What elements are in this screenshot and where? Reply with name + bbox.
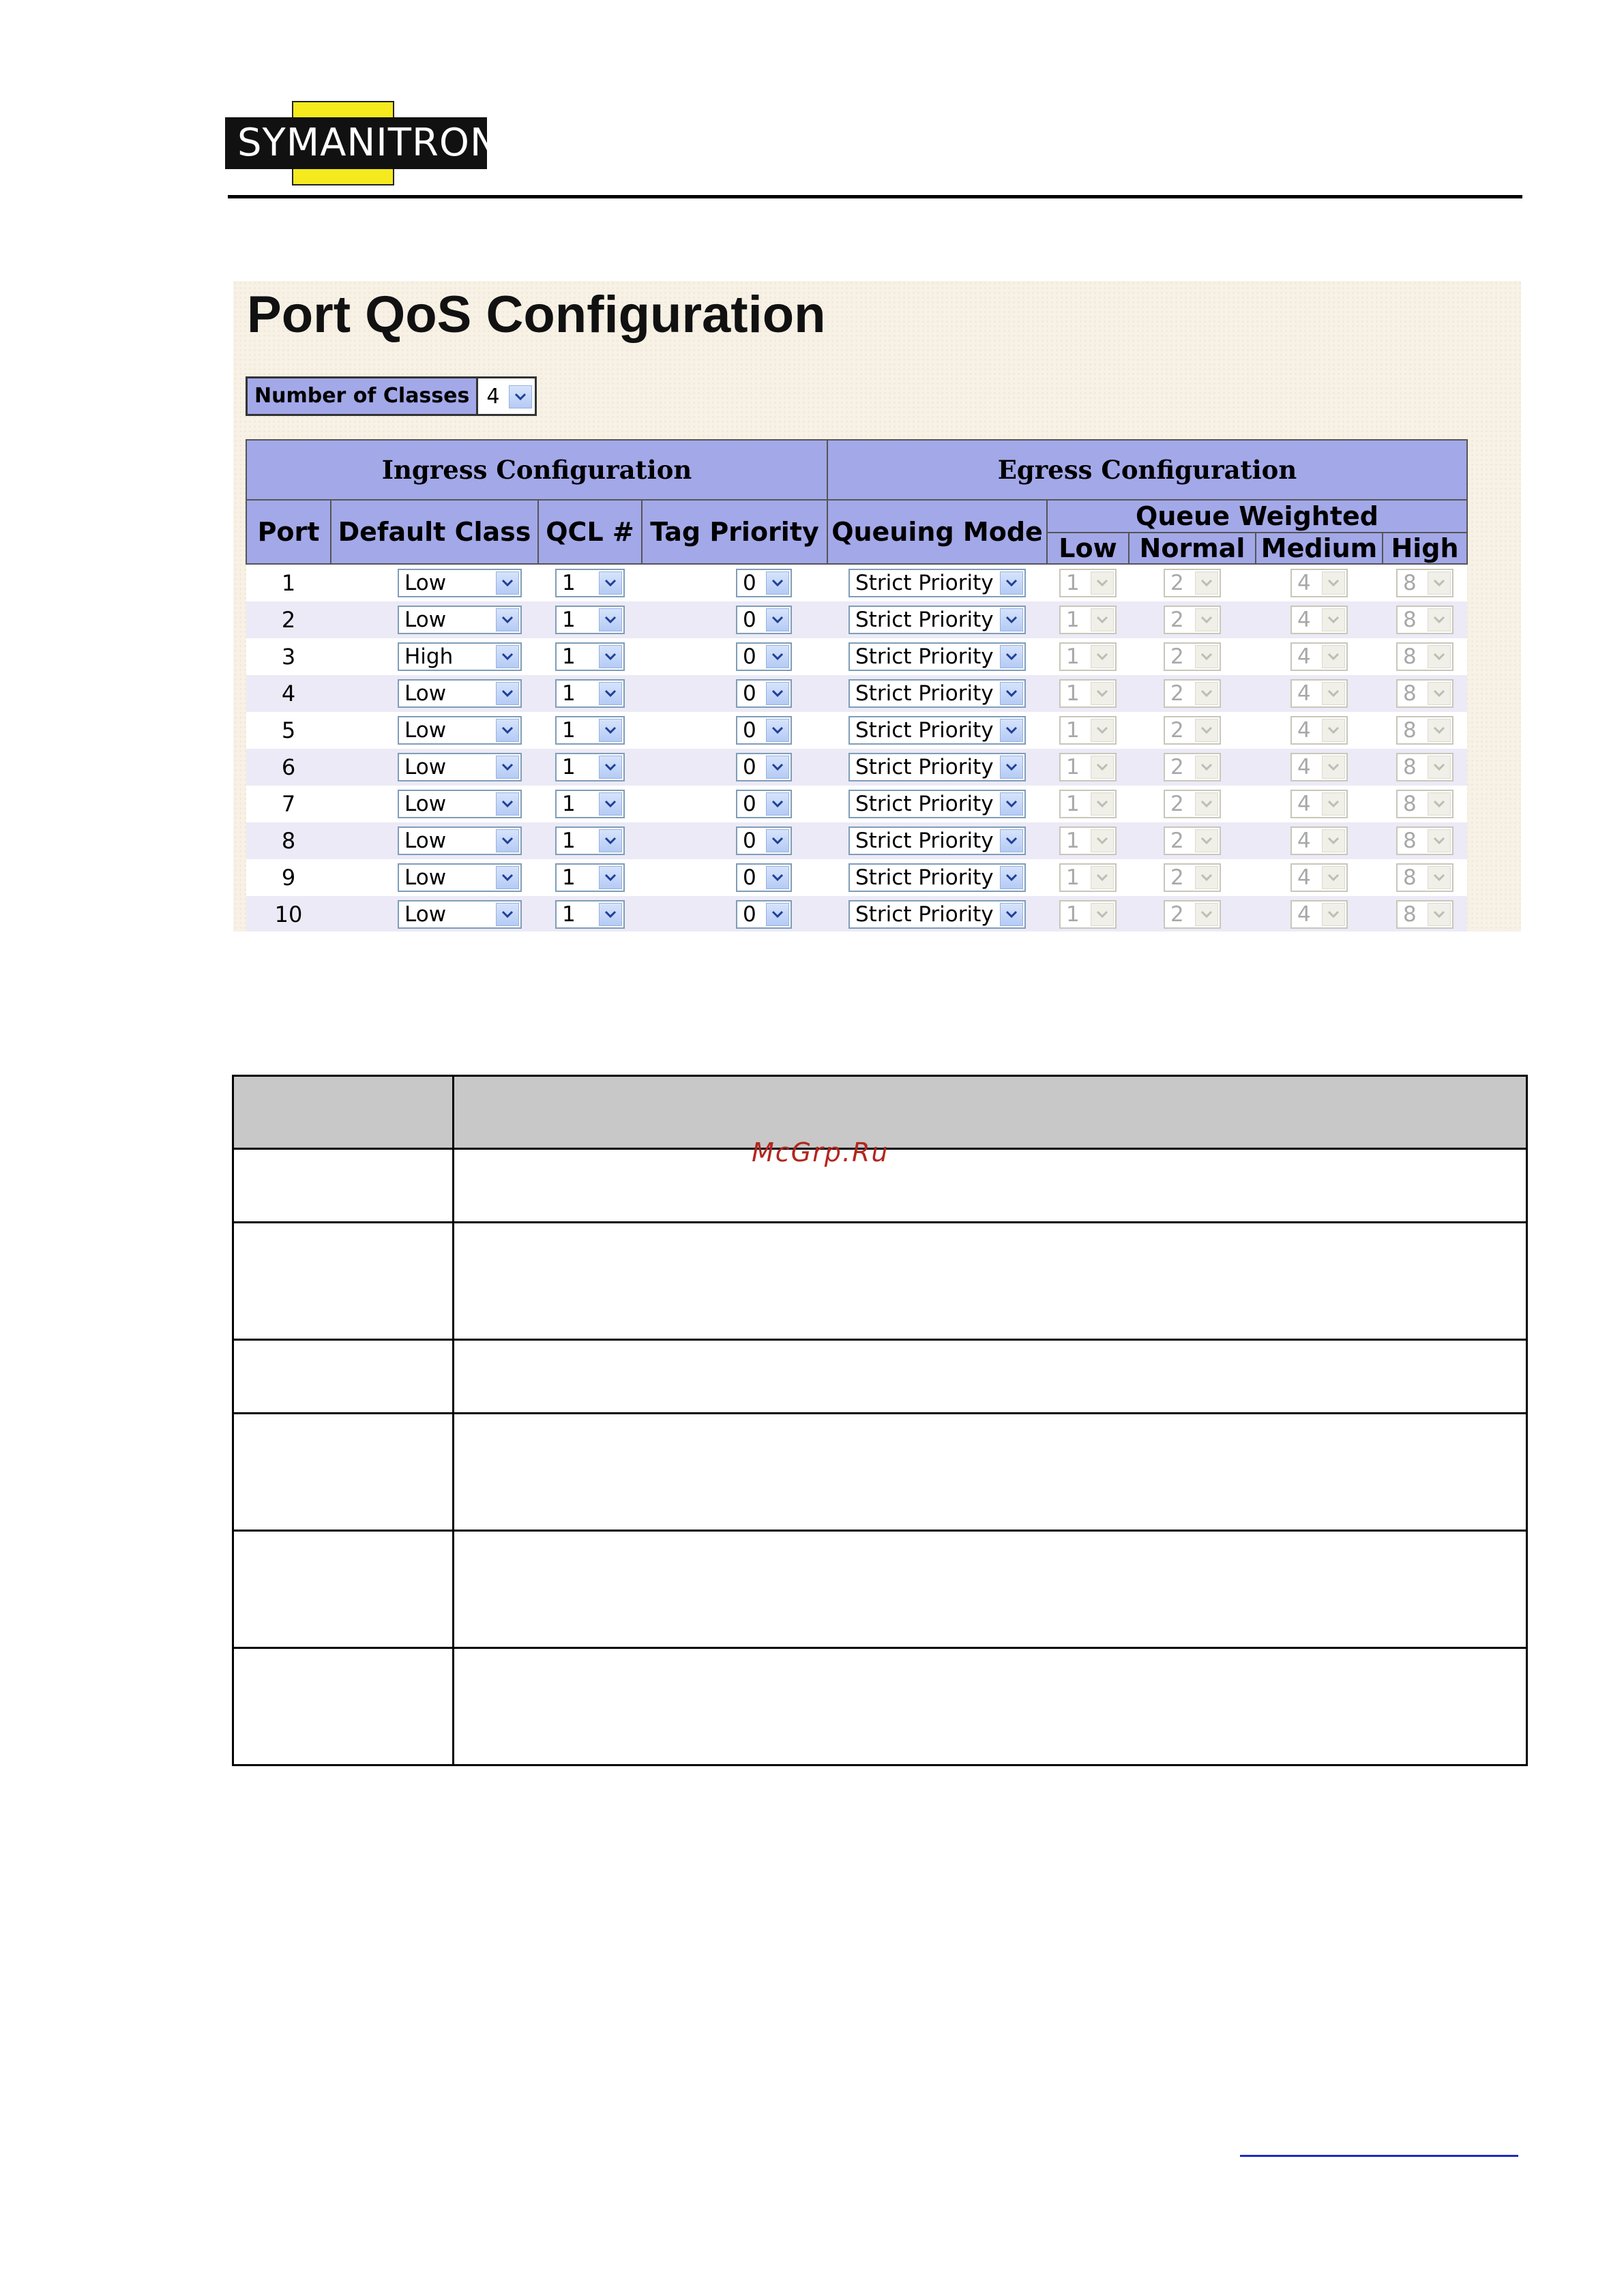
chevron-down-icon xyxy=(1322,719,1345,742)
weight-high-select: 8 xyxy=(1396,716,1453,745)
port-number: 7 xyxy=(246,786,331,822)
chevron-down-icon xyxy=(496,608,519,631)
chevron-down-icon xyxy=(1195,829,1218,852)
chevron-down-icon xyxy=(766,571,789,595)
queuing-mode-select[interactable]: Strict Priority xyxy=(848,863,1026,892)
queuing-mode-select[interactable]: Strict Priority xyxy=(848,606,1026,634)
number-of-classes-select[interactable] xyxy=(476,378,535,414)
chevron-down-icon xyxy=(1322,756,1345,779)
weight-medium-select: 4 xyxy=(1290,790,1348,818)
chevron-down-icon xyxy=(496,829,519,852)
chevron-down-icon xyxy=(766,719,789,742)
chevron-down-icon xyxy=(766,829,789,852)
weight-high-select: 8 xyxy=(1396,863,1453,892)
weight-high-select: 8 xyxy=(1396,900,1453,929)
queuing-mode-select[interactable]: Strict Priority xyxy=(848,826,1026,855)
weight-high-select: 8 xyxy=(1396,606,1453,634)
chevron-down-icon xyxy=(1195,682,1218,705)
port-number: 10 xyxy=(246,896,331,931)
chevron-down-icon xyxy=(599,756,622,779)
chevron-down-icon xyxy=(599,682,622,705)
tag-priority-select[interactable]: 0 xyxy=(736,826,792,855)
chevron-down-icon xyxy=(1428,756,1451,779)
chevron-down-icon xyxy=(1428,903,1451,926)
weight-normal-select: 2 xyxy=(1164,790,1221,818)
chevron-down-icon xyxy=(1428,571,1451,595)
weight-normal-header: Normal xyxy=(1129,533,1256,564)
chevron-down-icon xyxy=(496,682,519,705)
logo-text: SYMANITRON xyxy=(237,121,499,165)
chevron-down-icon xyxy=(1428,645,1451,668)
weight-low-select: 1 xyxy=(1059,826,1117,855)
description-header-cell xyxy=(233,1076,454,1149)
chevron-down-icon xyxy=(1195,608,1218,631)
weight-medium-select: 4 xyxy=(1290,900,1348,929)
table-row xyxy=(246,896,1467,931)
chevron-down-icon xyxy=(1322,792,1345,816)
queue-weighted-header: Queue Weighted xyxy=(1047,500,1467,533)
table-row xyxy=(246,786,1467,822)
chevron-down-icon xyxy=(1322,829,1345,852)
chevron-down-icon xyxy=(1195,756,1218,779)
chevron-down-icon xyxy=(1000,866,1023,889)
number-of-classes-box xyxy=(246,376,537,416)
weight-high-select: 8 xyxy=(1396,826,1453,855)
tag-priority-select[interactable]: 0 xyxy=(736,679,792,708)
weight-normal-select: 2 xyxy=(1164,716,1221,745)
weight-low-select: 1 xyxy=(1059,716,1117,745)
default-class-select[interactable]: Low xyxy=(398,716,522,745)
chevron-down-icon xyxy=(1000,829,1023,852)
chevron-down-icon xyxy=(1000,792,1023,816)
chevron-down-icon xyxy=(1195,719,1218,742)
weight-normal-select: 2 xyxy=(1164,569,1221,597)
tag-priority-header: Tag Priority xyxy=(642,500,827,564)
tag-priority-select[interactable]: 0 xyxy=(736,642,792,671)
table-row xyxy=(246,712,1467,749)
qcl-header: QCL # xyxy=(538,500,642,564)
tag-priority-select[interactable]: 0 xyxy=(736,863,792,892)
tag-priority-select[interactable]: 0 xyxy=(736,790,792,818)
chevron-down-icon xyxy=(1428,608,1451,631)
chevron-down-icon xyxy=(1428,682,1451,705)
chevron-down-icon xyxy=(1091,756,1114,779)
chevron-down-icon xyxy=(1428,829,1451,852)
queuing-mode-header: Queuing Mode xyxy=(827,500,1047,564)
weight-low-select: 1 xyxy=(1059,790,1117,818)
default-class-select[interactable]: Low xyxy=(398,753,522,781)
weight-high-select: 8 xyxy=(1396,642,1453,671)
tag-priority-select[interactable]: 0 xyxy=(736,900,792,929)
chevron-down-icon xyxy=(496,866,519,889)
weight-low-select: 1 xyxy=(1059,642,1117,671)
weight-low-select: 1 xyxy=(1059,863,1117,892)
chevron-down-icon xyxy=(1000,571,1023,595)
weight-medium-select: 4 xyxy=(1290,716,1348,745)
default-class-select[interactable]: Low xyxy=(398,569,522,597)
port-number: 9 xyxy=(246,859,331,896)
port-number: 5 xyxy=(246,712,331,749)
chevron-down-icon xyxy=(1091,682,1114,705)
chevron-down-icon xyxy=(1428,719,1451,742)
chevron-down-icon xyxy=(1091,792,1114,816)
default-class-select[interactable]: Low xyxy=(398,863,522,892)
page-title: Port QoS Configuration xyxy=(247,286,826,344)
chevron-down-icon xyxy=(1195,866,1218,889)
table-row xyxy=(246,564,1467,601)
chevron-down-icon xyxy=(1091,608,1114,631)
number-of-classes-dropdown[interactable] xyxy=(509,383,533,411)
chevron-down-icon xyxy=(496,571,519,595)
port-qos-screenshot xyxy=(233,281,1521,931)
default-class-select[interactable]: High xyxy=(398,642,522,671)
table-row xyxy=(246,638,1467,675)
weight-normal-select: 2 xyxy=(1164,642,1221,671)
port-number: 3 xyxy=(246,638,331,675)
chevron-down-icon xyxy=(1000,682,1023,705)
queuing-mode-select[interactable]: Strict Priority xyxy=(848,790,1026,818)
chevron-down-icon xyxy=(1322,645,1345,668)
default-class-select[interactable]: Low xyxy=(398,900,522,929)
chevron-down-icon xyxy=(1091,829,1114,852)
weight-low-select: 1 xyxy=(1059,606,1117,634)
description-row xyxy=(233,1223,1527,1340)
default-class-select[interactable]: Low xyxy=(398,790,522,818)
queuing-mode-select[interactable]: Strict Priority xyxy=(848,753,1026,781)
description-row xyxy=(233,1414,1527,1531)
chevron-down-icon xyxy=(1000,719,1023,742)
weight-high-select: 8 xyxy=(1396,679,1453,708)
chevron-down-icon xyxy=(1000,645,1023,668)
queuing-mode-select[interactable]: Strict Priority xyxy=(848,642,1026,671)
chevron-down-icon xyxy=(1000,756,1023,779)
weight-medium-select: 4 xyxy=(1290,863,1348,892)
port-number: 6 xyxy=(246,749,331,786)
port-qos-table xyxy=(246,439,1468,931)
chevron-down-icon xyxy=(496,756,519,779)
port-number: 4 xyxy=(246,675,331,712)
weight-medium-header: Medium xyxy=(1256,533,1383,564)
chevron-down-icon xyxy=(1000,608,1023,631)
chevron-down-icon xyxy=(766,866,789,889)
chevron-down-icon xyxy=(496,792,519,816)
table-row xyxy=(246,749,1467,786)
port-number: 1 xyxy=(246,564,331,601)
weight-low-header: Low xyxy=(1047,533,1129,564)
chevron-down-icon xyxy=(599,719,622,742)
weight-high-select: 8 xyxy=(1396,753,1453,781)
weight-medium-select: 4 xyxy=(1290,753,1348,781)
qcl-select[interactable]: 1 xyxy=(555,826,625,855)
table-row xyxy=(246,859,1467,896)
port-number: 2 xyxy=(246,601,331,638)
port-qos-rows xyxy=(246,564,1467,931)
queuing-mode-select[interactable]: Strict Priority xyxy=(848,716,1026,745)
weight-high-header: High xyxy=(1383,533,1467,564)
qcl-select[interactable]: 1 xyxy=(555,606,625,634)
chevron-down-icon xyxy=(599,829,622,852)
chevron-down-icon xyxy=(599,903,622,926)
description-row xyxy=(233,1531,1527,1648)
default-class-header: Default Class xyxy=(331,500,538,564)
ingress-configuration-header: Ingress Configuration xyxy=(246,440,827,500)
weight-normal-select: 2 xyxy=(1164,606,1221,634)
tag-priority-select[interactable]: 0 xyxy=(736,569,792,597)
chevron-down-icon xyxy=(1428,866,1451,889)
weight-normal-select: 2 xyxy=(1164,679,1221,708)
weight-medium-select: 4 xyxy=(1290,679,1348,708)
header-rule xyxy=(228,195,1522,198)
chevron-down-icon xyxy=(766,792,789,816)
weight-normal-select: 2 xyxy=(1164,863,1221,892)
footer-link-underline[interactable] xyxy=(1240,2155,1518,2157)
chevron-down-icon xyxy=(1322,571,1345,595)
chevron-down-icon xyxy=(509,385,532,408)
weight-medium-select: 4 xyxy=(1290,642,1348,671)
chevron-down-icon xyxy=(1195,792,1218,816)
chevron-down-icon xyxy=(1428,792,1451,816)
chevron-down-icon xyxy=(1322,903,1345,926)
chevron-down-icon xyxy=(766,645,789,668)
chevron-down-icon xyxy=(1322,866,1345,889)
queuing-mode-select[interactable]: Strict Priority xyxy=(848,569,1026,597)
chevron-down-icon xyxy=(599,645,622,668)
chevron-down-icon xyxy=(1322,608,1345,631)
description-table xyxy=(232,1075,1528,1766)
weight-low-select: 1 xyxy=(1059,753,1117,781)
watermark: McGrp.Ru xyxy=(752,1137,889,1167)
qcl-select[interactable]: 1 xyxy=(555,716,625,745)
weight-medium-select: 4 xyxy=(1290,606,1348,634)
chevron-down-icon xyxy=(766,608,789,631)
default-class-select[interactable]: Low xyxy=(398,679,522,708)
weight-normal-select: 2 xyxy=(1164,900,1221,929)
tag-priority-select[interactable]: 0 xyxy=(736,716,792,745)
weight-high-select: 8 xyxy=(1396,569,1453,597)
chevron-down-icon xyxy=(1195,645,1218,668)
weight-low-select: 1 xyxy=(1059,900,1117,929)
chevron-down-icon xyxy=(1091,719,1114,742)
description-header-cell xyxy=(454,1076,1527,1149)
description-row xyxy=(233,1648,1527,1765)
qcl-select[interactable]: 1 xyxy=(555,790,625,818)
queuing-mode-select[interactable]: Strict Priority xyxy=(848,900,1026,929)
weight-medium-select: 4 xyxy=(1290,569,1348,597)
tag-priority-select[interactable]: 0 xyxy=(736,606,792,634)
weight-low-select: 1 xyxy=(1059,679,1117,708)
chevron-down-icon xyxy=(1091,903,1114,926)
chevron-down-icon xyxy=(496,903,519,926)
chevron-down-icon xyxy=(599,608,622,631)
weight-low-select: 1 xyxy=(1059,569,1117,597)
tag-priority-select[interactable]: 0 xyxy=(736,753,792,781)
chevron-down-icon xyxy=(599,571,622,595)
chevron-down-icon xyxy=(1091,866,1114,889)
chevron-down-icon xyxy=(599,866,622,889)
table-row xyxy=(246,822,1467,859)
chevron-down-icon xyxy=(1091,645,1114,668)
weight-medium-select: 4 xyxy=(1290,826,1348,855)
chevron-down-icon xyxy=(766,903,789,926)
qcl-select[interactable]: 1 xyxy=(555,900,625,929)
chevron-down-icon xyxy=(766,756,789,779)
qcl-select[interactable]: 1 xyxy=(555,753,625,781)
chevron-down-icon xyxy=(1091,571,1114,595)
qcl-select[interactable]: 1 xyxy=(555,679,625,708)
weight-high-select: 8 xyxy=(1396,790,1453,818)
chevron-down-icon xyxy=(599,792,622,816)
default-class-select[interactable]: Low xyxy=(398,826,522,855)
qcl-select[interactable]: 1 xyxy=(555,642,625,671)
chevron-down-icon xyxy=(1322,682,1345,705)
description-row xyxy=(233,1340,1527,1414)
chevron-down-icon xyxy=(1195,903,1218,926)
queuing-mode-select[interactable]: Strict Priority xyxy=(848,679,1026,708)
weight-normal-select: 2 xyxy=(1164,753,1221,781)
port-header: Port xyxy=(246,500,331,564)
company-logo xyxy=(225,101,499,185)
number-of-classes-value: 4 xyxy=(486,384,500,408)
default-class-select[interactable]: Low xyxy=(398,606,522,634)
chevron-down-icon xyxy=(496,719,519,742)
chevron-down-icon xyxy=(766,682,789,705)
egress-configuration-header: Egress Configuration xyxy=(827,440,1467,500)
table-row xyxy=(246,675,1467,712)
port-number: 8 xyxy=(246,822,331,859)
chevron-down-icon xyxy=(1195,571,1218,595)
chevron-down-icon xyxy=(1000,903,1023,926)
number-of-classes-label: Number of Classes xyxy=(248,378,476,414)
qcl-select[interactable]: 1 xyxy=(555,569,625,597)
qcl-select[interactable]: 1 xyxy=(555,863,625,892)
chevron-down-icon xyxy=(496,645,519,668)
weight-normal-select: 2 xyxy=(1164,826,1221,855)
table-row xyxy=(246,601,1467,638)
